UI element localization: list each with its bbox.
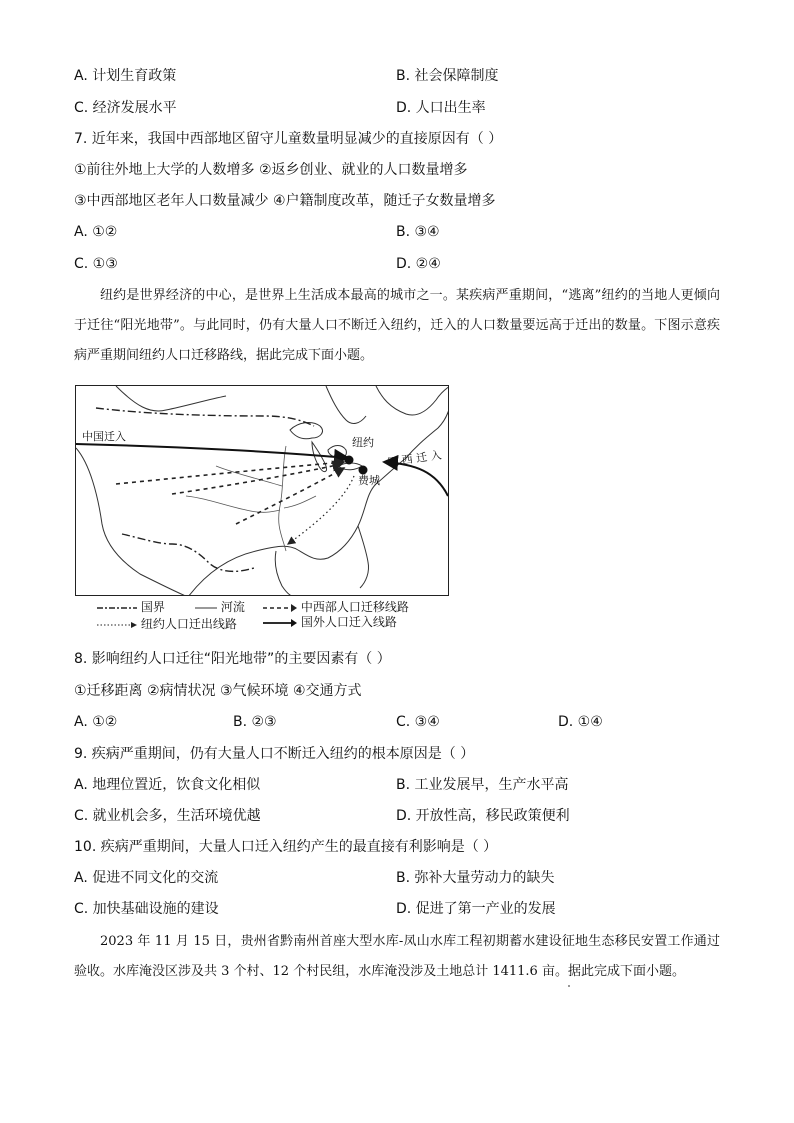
border-line-icon: [97, 605, 137, 611]
q9-stem: 9. 疾病严重期间，仍有大量人口不断迁入纽约的根本原因是（ ）: [74, 746, 475, 762]
q10-option-c: C. 加快基础设施的建设: [74, 901, 219, 917]
q8-statements: ①迁移距离 ②病情状况 ③气候环境 ④交通方式: [74, 683, 362, 699]
q9-option-d: D. 开放性高，移民政策便利: [396, 808, 570, 824]
migration-map: [75, 385, 449, 596]
legend-foreign-in-label: 国外人口迁入线路: [300, 615, 397, 629]
q7-option-b: B. ③④: [396, 224, 440, 240]
q10-option-a: A. 促进不同文化的交流: [74, 870, 219, 886]
q8-option-a: A. ①②: [74, 714, 118, 730]
q10-stem: 10. 疾病严重期间，大量人口迁入纽约产生的最直接有利影响是（ ）: [74, 839, 498, 855]
legend-foreign-in: [263, 615, 397, 630]
label-philadelphia: 费城: [358, 474, 380, 487]
q7-statement-1: ①前往外地上大学的人数增多 ②返乡创业、就业的人口数量增多: [74, 162, 468, 178]
q7-option-d: D. ②④: [396, 256, 441, 272]
legend-central-west-label: 中西部人口迁移线路: [300, 600, 409, 614]
legend-river-label: 河流: [220, 600, 245, 614]
rivers: [186, 446, 316, 551]
legend-ny-out-label: 纽约人口迁出线路: [140, 617, 237, 631]
china-inflow-arrow: [76, 444, 348, 458]
q6-option-c: C. 经济发展水平: [74, 100, 177, 116]
q7-option-c: C. ①③: [74, 256, 118, 272]
legend-border-label: 国界: [140, 600, 165, 614]
q6-option-b: B. 社会保障制度: [396, 68, 499, 84]
legend-border: [97, 600, 165, 615]
label-brazil: 巴 西 迁 入: [386, 448, 443, 469]
q9-option-a: A. 地理位置近，饮食文化相似: [74, 777, 261, 793]
q9-option-b: B. 工业发展早，生产水平高: [396, 777, 569, 793]
q7-stem: 7. 近年来，我国中西部地区留守儿童数量明显减少的直接原因有（ ）: [74, 131, 503, 147]
dotted-arrow-icon: [97, 621, 137, 629]
coastline: [76, 386, 449, 596]
q7-option-a: A. ①②: [74, 224, 118, 240]
legend-central-west: [263, 600, 409, 615]
q7-statement-2: ③中西部地区老年人口数量减少 ④户籍制度改革，随迁子女数量增多: [74, 193, 496, 209]
passage-reservoir: 2023 年 11 月 15 日，贵州省黔南州首座大型水库-凤山水库工程初期蓄水建设征地生态移民安置工作通过验收。水库淹没区涉及共 3 个村、12 个村民组，水库淹没涉及土地总计 1411.6 亩。据此完成下面小题。: [74, 934, 720, 979]
q6-option-d: D. 人口出生率: [396, 100, 486, 116]
q10-option-d: D. 促进了第一产业的发展: [396, 901, 556, 917]
q9-option-c: C. 就业机会多，生活环境优越: [74, 808, 261, 824]
passage-new-york: 纽约是世界经济的中心，是世界上生活成本最高的城市之一。某疾病严重期间，“逃离”纽约的当地人更倾向于迁往“阳光地带”。与此同时，仍有大量人口不断迁入纽约，迁入的人口数量要远高于迁出的数量。下图示意疾病严重期间纽约人口迁移路线，据此完成下面小题。: [74, 288, 720, 363]
dashed-arrow-icon: [263, 604, 297, 612]
map-drawing: [76, 386, 449, 596]
q10-option-b: B. 弥补大量劳动力的缺失: [396, 870, 555, 886]
solid-arrow-icon: [263, 619, 297, 627]
stray-dot: [568, 985, 570, 987]
legend-river: [195, 600, 245, 615]
label-new-york: 纽约: [352, 436, 374, 449]
new-york-dot: [345, 456, 354, 465]
q8-option-b: B. ②③: [233, 714, 277, 730]
label-china: 中国迁入: [82, 430, 126, 443]
legend-ny-out: [97, 617, 237, 632]
river-line-icon: [195, 605, 217, 611]
q8-option-c: C. ③④: [396, 714, 440, 730]
ny-outflow-line: [288, 476, 354, 544]
q6-option-a: A. 计划生育政策: [74, 68, 177, 84]
q8-stem: 8. 影响纽约人口迁往“阳光地带”的主要因素有（ ）: [74, 651, 391, 667]
q8-option-d: D. ①④: [558, 714, 603, 730]
